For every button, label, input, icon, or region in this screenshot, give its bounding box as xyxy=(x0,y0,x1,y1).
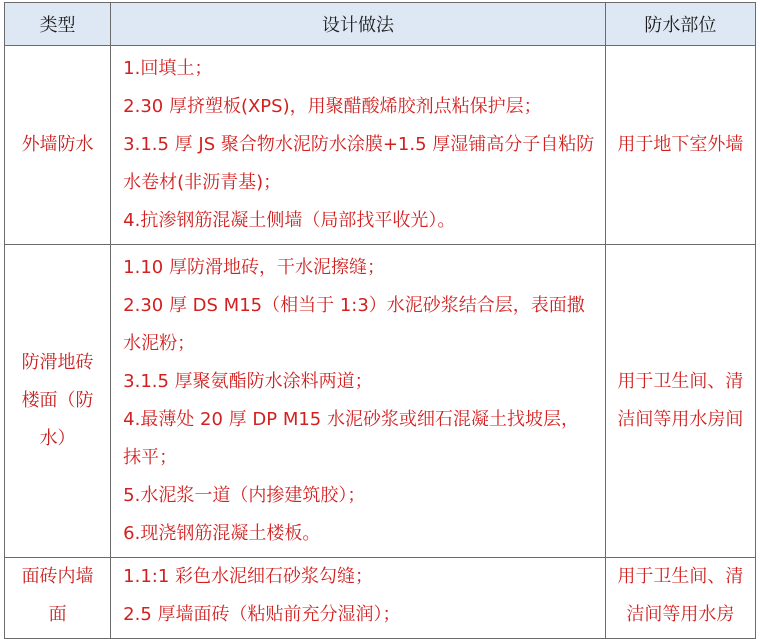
method-line: 2.5 厚墙面砖（粘贴前充分湿润）； xyxy=(123,604,401,625)
method-line: 2.30 厚 DS M15（相当于 1:3）水泥砂浆结合层，表面撒水泥粉； xyxy=(123,295,585,354)
header-row xyxy=(5,3,756,46)
part-cell: 用于地下室外墙 xyxy=(605,46,755,245)
method-line: 1.回填土； xyxy=(123,58,213,79)
part-cell: 用于卫生间、清洁间等用水房间 xyxy=(605,245,755,558)
part-cell: 用于卫生间、清洁间等用水房 xyxy=(605,558,755,639)
type-cell: 防滑地砖楼面（防水） xyxy=(5,245,111,558)
method-line: 4.最薄处 20 厚 DP M15 水泥砂浆或细石混凝土找坡层，抹平； xyxy=(123,409,579,468)
method-cell xyxy=(111,558,606,639)
method-line: 1.10 厚防滑地砖，干水泥擦缝； xyxy=(123,257,385,278)
method-cell xyxy=(111,46,606,245)
table-row xyxy=(5,558,756,639)
type-cell: 面砖内墙面 xyxy=(5,558,111,639)
table-row xyxy=(5,46,756,245)
header-type: 类型 xyxy=(5,3,111,46)
header-part: 防水部位 xyxy=(605,3,755,46)
method-line: 3.1.5 厚 JS 聚合物水泥防水涂膜+1.5 厚湿铺高分子自粘防水卷材(非沥青基)； xyxy=(123,134,595,193)
method-line: 3.1.5 厚聚氨酯防水涂料两道； xyxy=(123,371,373,392)
method-line: 1.1:1 彩色水泥细石砂浆勾缝； xyxy=(123,566,374,587)
header-method: 设计做法 xyxy=(111,3,606,46)
method-line: 2.30 厚挤塑板(XPS)，用聚醋酸烯胶剂点粘保护层； xyxy=(123,96,542,117)
type-cell: 外墙防水 xyxy=(5,46,111,245)
method-line: 5.水泥浆一道（内掺建筑胶）； xyxy=(123,485,366,506)
table-row xyxy=(5,245,756,558)
waterproofing-table xyxy=(4,2,756,639)
method-cell xyxy=(111,245,606,558)
method-line: 4.抗渗钢筋混凝土侧墙（局部找平收光）。 xyxy=(123,210,456,231)
method-line: 6.现浇钢筋混凝土楼板。 xyxy=(123,523,321,544)
